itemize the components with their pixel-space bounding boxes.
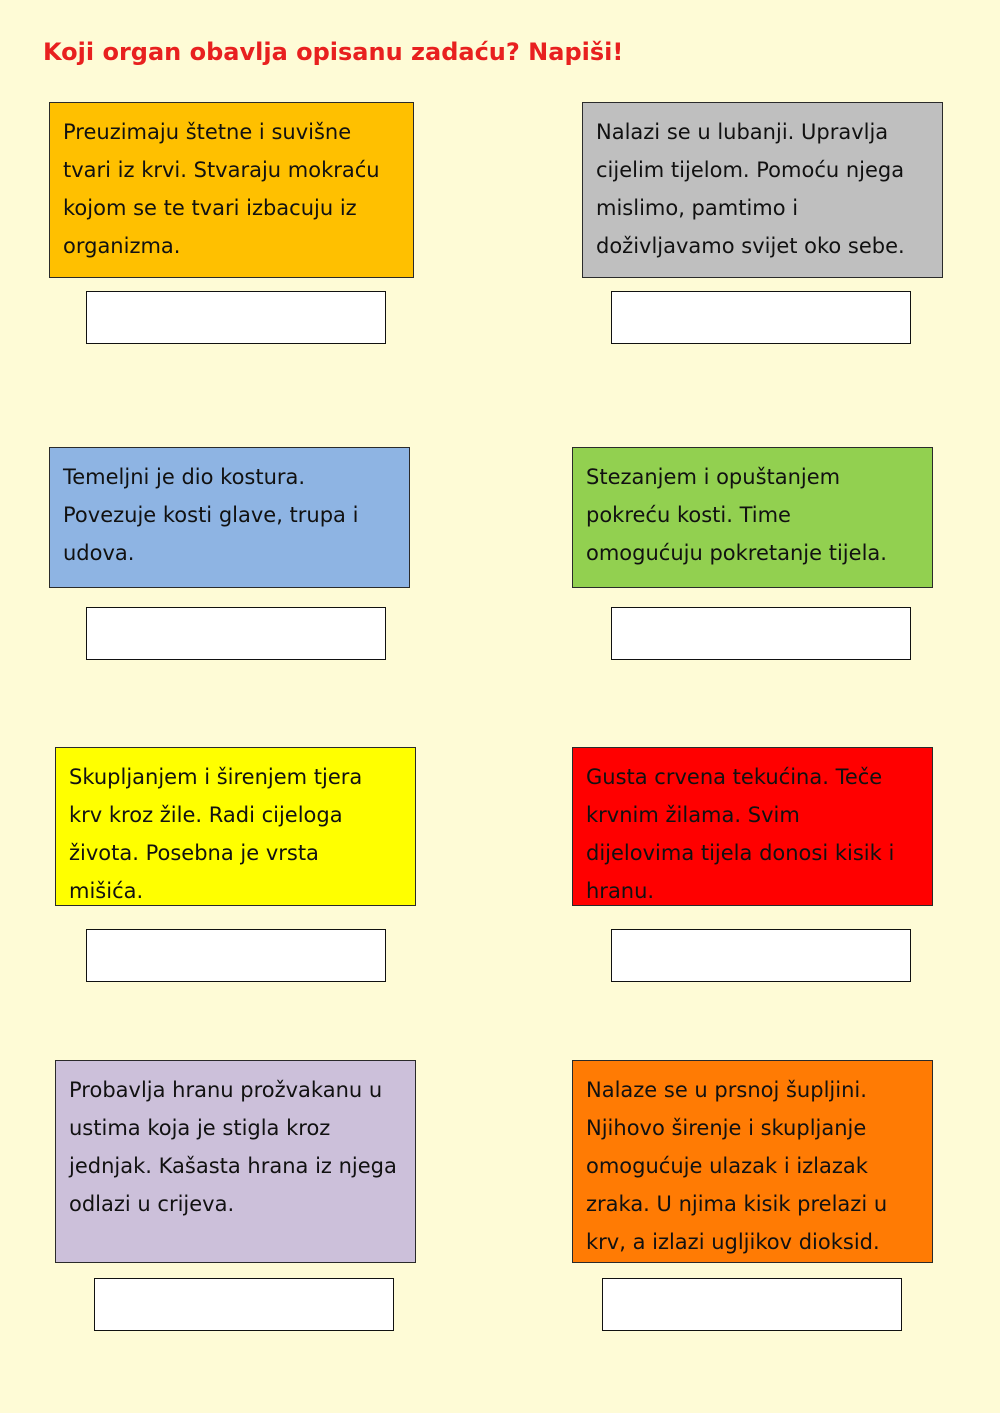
clue-text: Gusta crvena tekućina. Teče krvnim žilama. Svim dijelovima tijela donosi kisik i hranu. — [586, 765, 895, 903]
clue-card-heart — [55, 747, 416, 906]
clue-text: Preuzimaju štetne i suvišne tvari iz krvi. Stvaraju mokraću kojom se te tvari izbacuju iz organizma. — [63, 120, 380, 258]
clue-text: Nalazi se u lubanji. Upravlja cijelim tijelom. Pomoću njega mislimo, pamtimo i doživljavamo svijet oko sebe. — [596, 120, 905, 258]
answer-input-6[interactable] — [611, 929, 911, 982]
answer-input-7[interactable] — [94, 1278, 394, 1331]
clue-text: Temeljni je dio kostura. Povezuje kosti glave, trupa i udova. — [63, 465, 359, 565]
clue-text: Skupljanjem i širenjem tjera krv kroz žile. Radi cijeloga života. Posebna je vrsta mišića. — [69, 765, 363, 903]
clue-card-lungs — [572, 1060, 933, 1263]
answer-input-3[interactable] — [86, 607, 386, 660]
clue-card-muscles — [572, 447, 933, 588]
answer-input-8[interactable] — [602, 1278, 902, 1331]
clue-text: Probavlja hranu prožvakanu u ustima koja je stigla kroz jednjak. Kašasta hrana iz njega odlazi u crijeva. — [69, 1078, 397, 1216]
answer-input-1[interactable] — [86, 291, 386, 344]
clue-text: Nalaze se u prsnoj šupljini. Njihovo širenje i skupljanje omogućuje ulazak i izlazak zraka. U njima kisik prelazi u krv, a izlazi ugljikov dioksid. — [586, 1078, 888, 1254]
clue-card-brain — [582, 102, 943, 278]
clue-card-spine — [49, 447, 410, 588]
clue-text: Stezanjem i opuštanjem pokreću kosti. Time omogućuju pokretanje tijela. — [586, 465, 887, 565]
answer-input-4[interactable] — [611, 607, 911, 660]
worksheet-title: Koji organ obavlja opisanu zadaću? Napiši! — [43, 38, 624, 66]
clue-card-kidneys — [49, 102, 414, 278]
answer-input-5[interactable] — [86, 929, 386, 982]
clue-card-stomach — [55, 1060, 416, 1263]
clue-card-blood — [572, 747, 933, 906]
answer-input-2[interactable] — [611, 291, 911, 344]
